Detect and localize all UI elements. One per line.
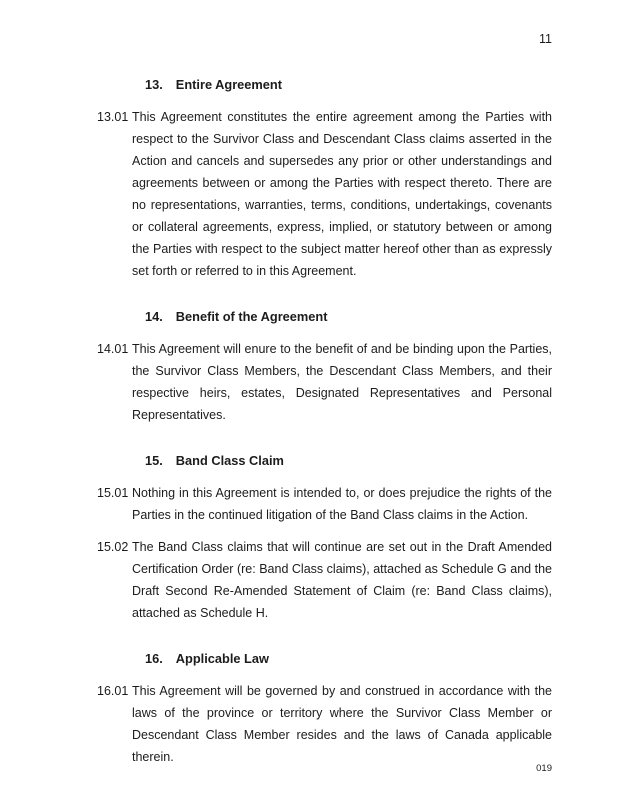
section-number: 13.	[145, 77, 163, 92]
paragraph-number: 16.01	[97, 684, 129, 698]
paragraph-13-01	[97, 106, 552, 282]
paragraph-number: 13.01	[97, 110, 129, 124]
paragraph-15-02	[97, 536, 552, 624]
paragraph-text: The Band Class claims that will continue are set out in the Draft Amended Certification Order (re: Band Class claims), attached as Schedule G and the Draft Second Re-Amended Statement of Claim (re: Band Class claims), attached as Schedule H.	[132, 540, 552, 620]
paragraph-text: Nothing in this Agreement is intended to, or does prejudice the rights of the Parties in the continued litigation of the Band Class claims in the Action.	[132, 486, 552, 522]
section-number: 15.	[145, 453, 163, 468]
section-heading-13	[145, 74, 552, 96]
paragraph-14-01	[97, 338, 552, 426]
page-number: 11	[539, 32, 552, 46]
section-heading-15	[145, 450, 552, 472]
section-heading-16	[145, 648, 552, 670]
paragraph-16-01	[97, 680, 552, 768]
paragraph-text: This Agreement will enure to the benefit of and be binding upon the Parties, the Survivor Class Members, the Descendant Class Members, and their respective heirs, estates, Designated Representatives and Personal Representatives.	[132, 342, 552, 422]
paragraph-text: This Agreement will be governed by and construed in accordance with the laws of the province or territory where the Survivor Class Member or Descendant Class Member resides and the laws of Canada applicable therein.	[132, 684, 552, 764]
paragraph-15-01	[97, 482, 552, 526]
paragraph-number: 15.01	[97, 486, 129, 500]
footer-code: 019	[536, 763, 552, 774]
section-title: Band Class Claim	[175, 453, 284, 468]
paragraph-number: 14.01	[97, 342, 129, 356]
section-number: 16.	[145, 651, 163, 666]
paragraph-text: This Agreement constitutes the entire agreement among the Parties with respect to the Survivor Class and Descendant Class claims asserted in the Action and cancels and supersedes any prior or other understandings and agreements between or among the Parties with respect thereto. There are no representations, warranties, terms, conditions, undertakings, covenants or collateral agreements, express, implied, or statutory between or among the Parties with respect to the subject matter hereof other than as expressly set forth or referred to in this Agreement.	[132, 110, 552, 278]
section-number: 14.	[145, 309, 163, 324]
section-heading-14	[145, 306, 552, 328]
paragraph-number: 15.02	[97, 540, 129, 554]
section-title: Entire Agreement	[175, 77, 282, 92]
section-title: Benefit of the Agreement	[175, 309, 328, 324]
section-title: Applicable Law	[175, 651, 269, 666]
